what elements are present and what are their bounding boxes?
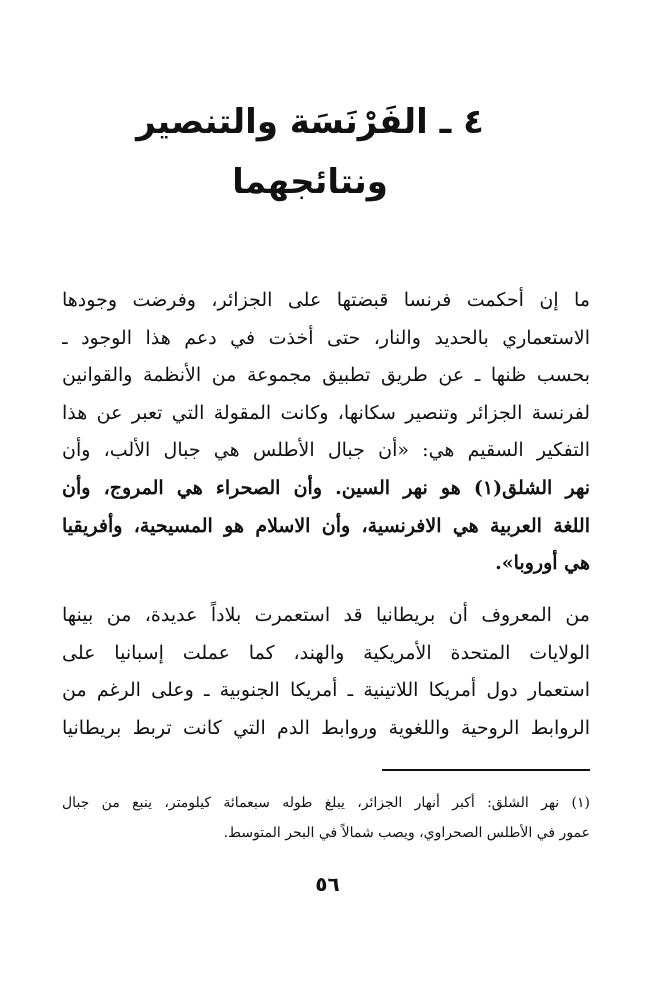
page-number: ٥٦	[315, 872, 340, 896]
paragraph-1-line: التفكير السقيم هي: «أن جبال الأطلس هي جبال الألب، وأن	[62, 439, 590, 462]
footnote-divider	[382, 769, 590, 771]
paragraph-1-line: ما إن أحكمت فرنسا قبضتها على الجزائر، وفرضت وجودها	[62, 289, 590, 311]
paragraph-2-line: الروابط الروحية واللغوية وروابط الدم التي كانت تربط بريطانيا	[62, 716, 590, 739]
paragraph-2-line: من المعروف أن بريطانيا قد استعمرت بلاداً عديدة، من بينها	[62, 604, 590, 626]
paragraph-1-line: لفرنسة الجزائر وتنصير سكانها، وكانت المقولة التي تعبر عن هذا	[62, 401, 590, 424]
paragraph-1-line: بحسب ظنها ـ عن طريق تطبيق مجموعة من الأنظمة والقوانين	[62, 364, 590, 387]
paragraph-2-line: الولايات المتحدة الأمريكية والهند، كما عملت إسبانيا على	[62, 641, 590, 664]
footnote	[62, 788, 590, 848]
footnote-line: عمور في الأطلس الصحراوي، ويصب شمالاً في البحر المتوسط.	[223, 825, 590, 841]
section-heading: ٤ ـ الفَرْنَسَة والتنصير ونتائجهما	[136, 102, 484, 202]
footnote-line: (١) نهر الشلق: أكبر أنهار الجزائر، يبلغ طوله سبعمائة كيلومتر، ينبع من جبال	[62, 795, 590, 811]
paragraph-1-line: الاستعماري بالحديد والنار، حتى أخذت في دعم هذا الوجود ـ	[62, 326, 590, 349]
paragraph-1	[62, 282, 590, 583]
paragraph-1-line: هي أوروبا».	[495, 552, 590, 575]
paragraph-2-line: استعمار دول أمريكا اللاتينية ـ أمريكا الجنوبية ـ وعلى الرغم من	[62, 679, 590, 702]
paragraph-2	[62, 597, 590, 747]
paragraph-1-line: اللغة العربية هي الافرنسية، وأن الاسلام هو المسيحية، وأفريقيا	[62, 514, 590, 537]
paragraph-1-line: نهر الشلق(١) هو نهر السين. وأن الصحراء هي المروج، وأن	[62, 476, 590, 499]
